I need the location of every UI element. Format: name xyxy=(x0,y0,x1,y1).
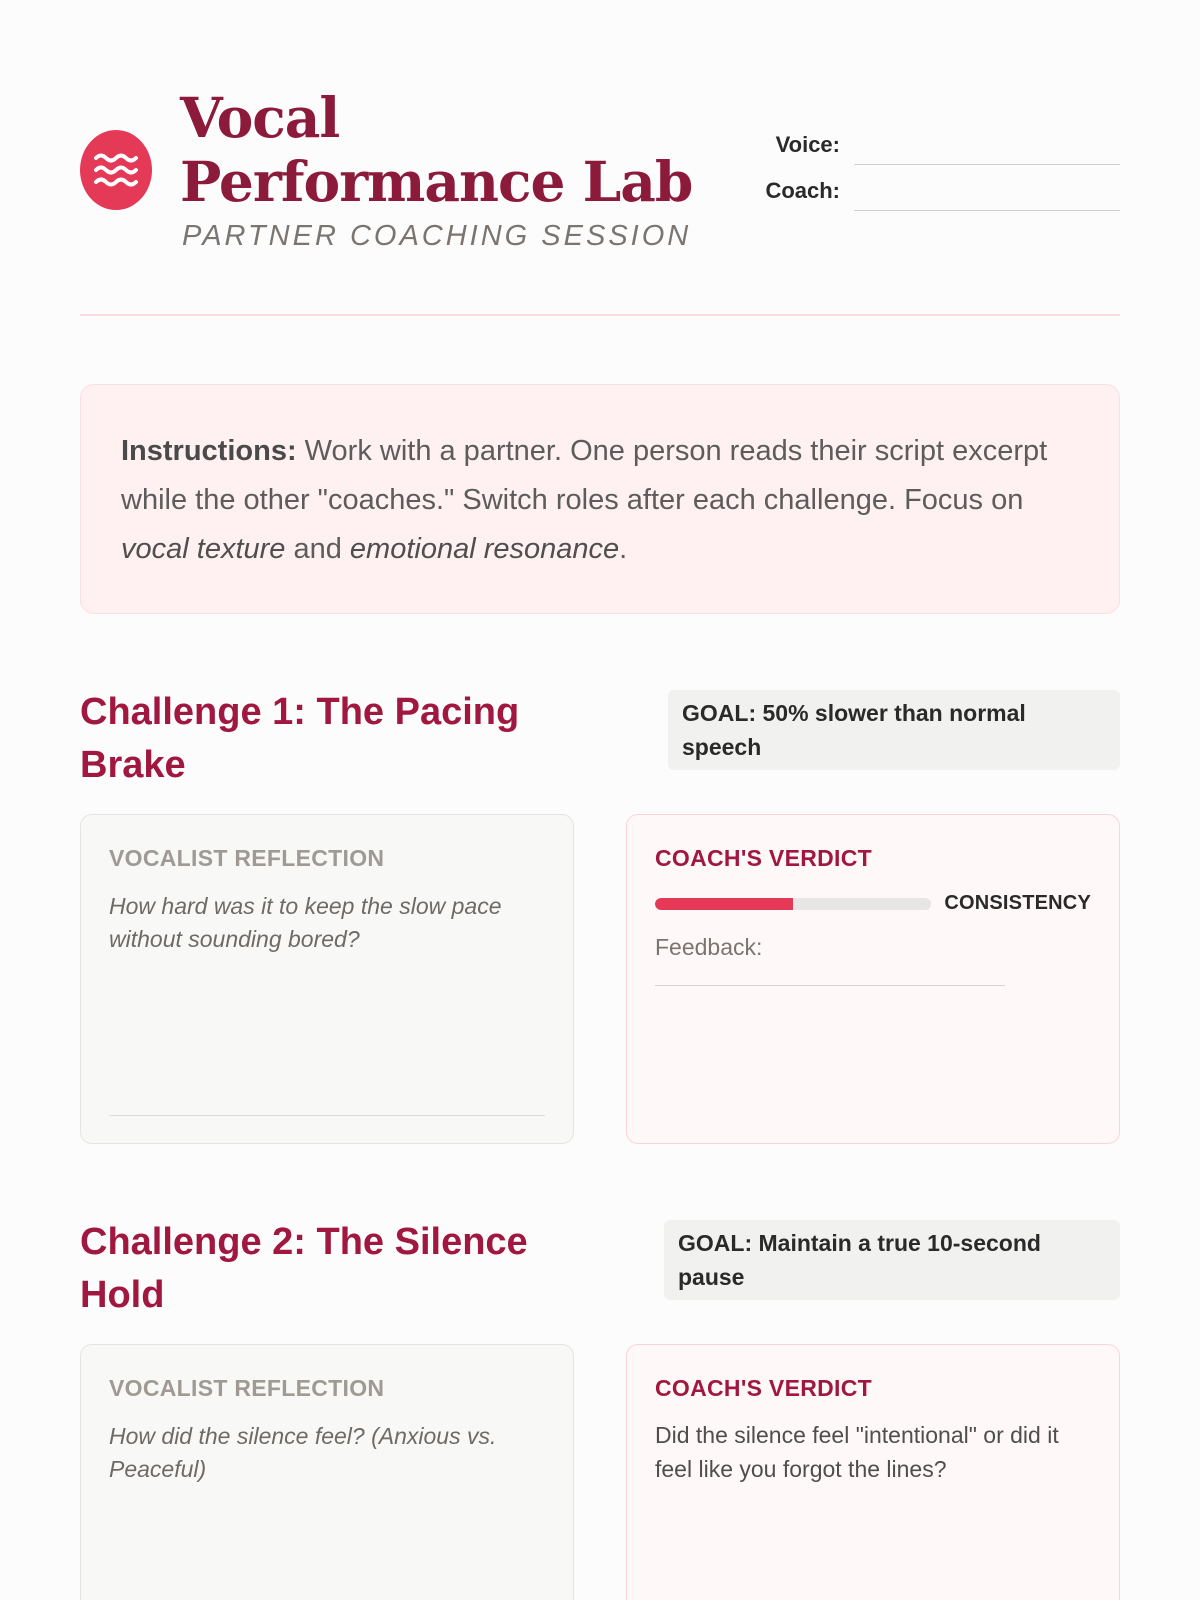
coach-verdict-heading: COACH'S VERDICT xyxy=(655,1375,872,1401)
consistency-meter xyxy=(655,890,1091,918)
consistency-meter-track xyxy=(655,898,931,910)
vocalist-prompt: How hard was it to keep the slow pace without sounding bored? xyxy=(109,893,502,952)
coach-label: Coach: xyxy=(765,178,840,203)
challenge-2-vocalist-card[interactable] xyxy=(80,1344,574,1600)
voice-label: Voice: xyxy=(775,132,840,157)
page-subtitle: PARTNER COACHING SESSION xyxy=(182,220,692,252)
feedback-label: Feedback: xyxy=(655,934,763,960)
feedback-answer-line[interactable] xyxy=(655,985,1005,986)
challenge-2-goal: GOAL: Maintain a true 10-second pause xyxy=(664,1220,1120,1300)
page-header xyxy=(80,80,1120,316)
challenge-2-coach-card[interactable] xyxy=(626,1344,1120,1600)
instructions-label: Instructions: xyxy=(121,435,297,467)
instructions-emphasis-2: emotional resonance xyxy=(349,533,620,565)
vocalist-reflection-heading: VOCALIST REFLECTION xyxy=(109,845,385,871)
coach-input-line[interactable] xyxy=(854,210,1120,211)
voice-field[interactable] xyxy=(740,128,1120,168)
challenge-1-goal: GOAL: 50% slower than normal speech xyxy=(668,690,1120,770)
challenge-1-title: Challenge 1: The Pacing Brake xyxy=(80,691,520,786)
instructions-text-3: . xyxy=(619,533,628,565)
challenge-1-vocalist-card[interactable] xyxy=(80,814,574,1144)
logo xyxy=(80,130,152,210)
instructions-emphasis-1: vocal texture xyxy=(121,533,286,565)
coach-field[interactable] xyxy=(740,174,1120,214)
challenge-2-title: Challenge 2: The Silence Hold xyxy=(80,1221,528,1316)
instructions-text-1: Work with a partner. One person reads their script excerpt while the other "coaches." Switch roles after each challenge. Focus on xyxy=(121,435,1048,516)
instructions-text-2: and xyxy=(285,533,350,565)
waves-icon xyxy=(92,146,140,194)
coach-prompt: Did the silence feel "intentional" or did it feel like you forgot the lines? xyxy=(655,1422,1059,1482)
instructions-box xyxy=(80,384,1120,614)
consistency-label: CONSISTENCY xyxy=(944,892,1091,914)
vocalist-answer-line[interactable] xyxy=(109,1115,545,1116)
vocalist-prompt: How did the silence feel? (Anxious vs. Peaceful) xyxy=(109,1423,497,1482)
voice-input-line[interactable] xyxy=(854,164,1120,165)
coach-verdict-heading: COACH'S VERDICT xyxy=(655,845,872,871)
consistency-meter-fill xyxy=(655,898,793,910)
challenge-1-coach-card[interactable] xyxy=(626,814,1120,1144)
header-divider xyxy=(80,314,1120,316)
vocalist-reflection-heading: VOCALIST REFLECTION xyxy=(109,1375,385,1401)
page-title: Vocal Performance Lab xyxy=(180,85,693,214)
